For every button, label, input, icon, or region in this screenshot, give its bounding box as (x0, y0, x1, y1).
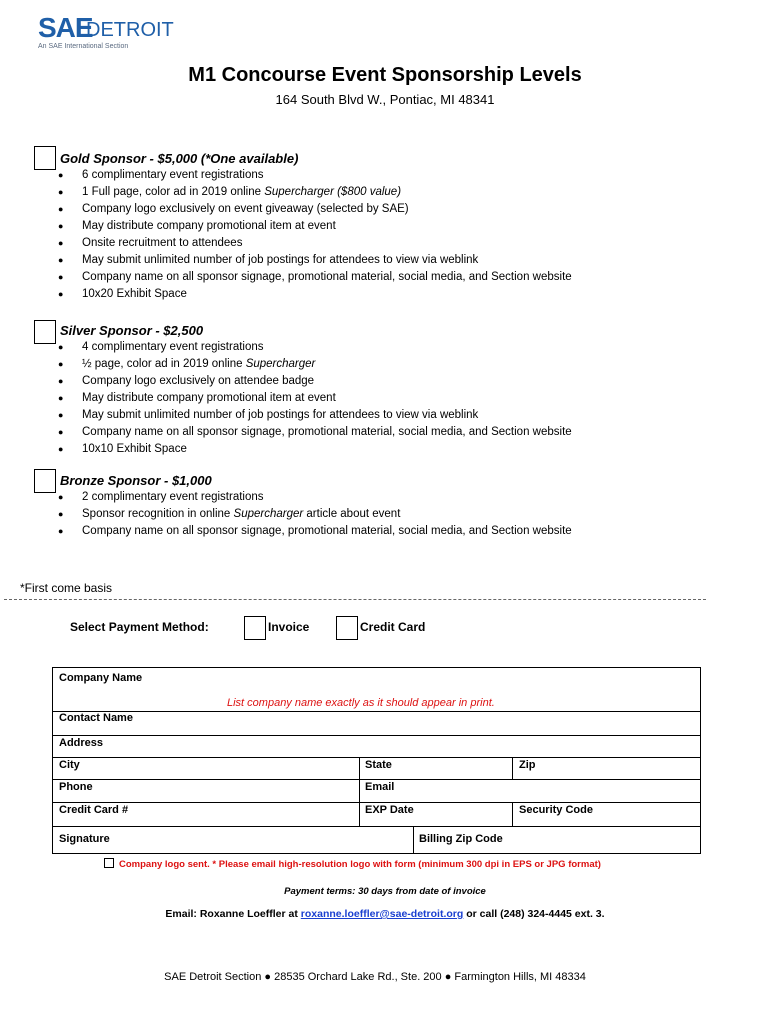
list-item: ● 10x10 Exhibit Space (58, 441, 572, 458)
list-item: ● 4 complimentary event registrations (58, 339, 572, 356)
form-divider (512, 802, 513, 826)
list-item: ● 10x20 Exhibit Space (58, 286, 572, 303)
phone-label: Phone (59, 781, 93, 793)
list-item: ● Onsite recruitment to attendees (58, 235, 572, 252)
bronze-benefits-list (58, 489, 572, 540)
form-divider (53, 779, 700, 780)
gold-benefits-list (58, 167, 572, 303)
list-item: ● Company name on all sponsor signage, promotional material, social media, and Section website (58, 523, 572, 540)
form-divider (53, 711, 700, 712)
item-text: 1 Full page, color ad in 2019 online (82, 186, 265, 198)
city-label: City (59, 759, 80, 771)
security-code-label: Security Code (519, 804, 593, 816)
company-name-hint: List company name exactly as it should appear in print. (227, 697, 495, 709)
silver-sponsor-checkbox[interactable] (34, 320, 56, 344)
item-emphasis: Supercharger (233, 508, 304, 520)
gold-sponsor-heading: Gold Sponsor - $5,000 (*One available) (60, 151, 299, 166)
item-emphasis: Supercharger (245, 358, 316, 370)
state-label: State (365, 759, 392, 771)
list-item: ● May submit unlimited number of job postings for attendees to view via weblink (58, 407, 572, 424)
logo-note (104, 854, 601, 872)
contact-name-label: Contact Name (59, 712, 133, 724)
credit-card-number-label: Credit Card # (59, 804, 129, 816)
item-text: article about event (303, 508, 401, 520)
logo-tagline: An SAE International Section (38, 43, 129, 50)
logo-brand: SAE (38, 12, 93, 43)
bronze-sponsor-heading: Bronze Sponsor - $1,000 (60, 473, 212, 488)
event-address: 164 South Blvd W., Pontiac, MI 48341 (275, 92, 495, 107)
first-come-note: *First come basis (20, 581, 113, 595)
list-item: ● May distribute company promotional item at event (58, 218, 572, 235)
list-item: ● Company logo exclusively on attendee badge (58, 373, 572, 390)
form-divider (359, 757, 360, 826)
list-item: ● Company name on all sponsor signage, promotional material, social media, and Section website (58, 269, 572, 286)
item-text: Sponsor recognition in online (82, 508, 234, 520)
item-text: ½ page, color ad in 2019 online (82, 358, 246, 370)
address-label: Address (59, 737, 104, 749)
form-divider (53, 757, 700, 758)
payment-method-label: Select Payment Method: (70, 620, 209, 634)
signature-label: Signature (59, 833, 110, 845)
page-title: M1 Concourse Event Sponsorship Levels (188, 64, 582, 86)
divider (4, 599, 706, 600)
contact-suffix: or call (248) 324-4445 ext. 3. (463, 908, 605, 920)
logo-note-checkbox[interactable] (104, 858, 114, 868)
contact-prefix: Email: Roxanne Loeffler at (165, 908, 301, 920)
list-item: ● 2 complimentary event registrations (58, 489, 572, 506)
sponsor-info-form (52, 667, 701, 854)
form-divider (53, 802, 700, 803)
footer-address: SAE Detroit Section ● 28535 Orchard Lake Rd., Ste. 200 ● Farmington Hills, MI 48334 (164, 971, 586, 983)
contact-email-link[interactable]: roxanne.loeffler@sae-detroit.org (300, 908, 464, 920)
list-item: ● May submit unlimited number of job postings for attendees to view via weblink (58, 252, 572, 269)
bronze-sponsor-checkbox[interactable] (34, 469, 56, 493)
logo-note-text: Company logo sent. * Please email high-resolution logo with form (minimum 300 dpi in EPS or JPG format) (119, 859, 601, 870)
contact-line (0, 908, 770, 920)
list-item (58, 184, 572, 201)
logo-city: DETROIT (86, 19, 174, 41)
form-divider (53, 735, 700, 736)
billing-zip-label: Billing Zip Code (419, 833, 503, 845)
form-divider (512, 757, 513, 779)
sae-detroit-logo (38, 14, 178, 54)
company-name-label: Company Name (59, 672, 143, 684)
list-item (58, 356, 572, 373)
gold-sponsor-checkbox[interactable] (34, 146, 56, 170)
zip-label: Zip (519, 759, 536, 771)
list-item: ● Company logo exclusively on event giveaway (selected by SAE) (58, 201, 572, 218)
payment-terms: Payment terms: 30 days from date of invoice (284, 886, 486, 897)
item-emphasis: Supercharger ($800 value) (264, 186, 402, 198)
list-item: ● Company name on all sponsor signage, promotional material, social media, and Section website (58, 424, 572, 441)
invoice-label: Invoice (268, 620, 310, 634)
form-divider (53, 826, 700, 827)
silver-benefits-list (58, 339, 572, 458)
exp-date-label: EXP Date (365, 804, 414, 816)
email-label: Email (365, 781, 395, 793)
form-divider (413, 826, 414, 853)
list-item (58, 506, 572, 523)
silver-sponsor-heading: Silver Sponsor - $2,500 (60, 323, 204, 338)
invoice-checkbox[interactable] (244, 616, 266, 640)
list-item: ● May distribute company promotional item at event (58, 390, 572, 407)
list-item: ● 6 complimentary event registrations (58, 167, 572, 184)
credit-card-label: Credit Card (360, 620, 426, 634)
credit-card-checkbox[interactable] (336, 616, 358, 640)
